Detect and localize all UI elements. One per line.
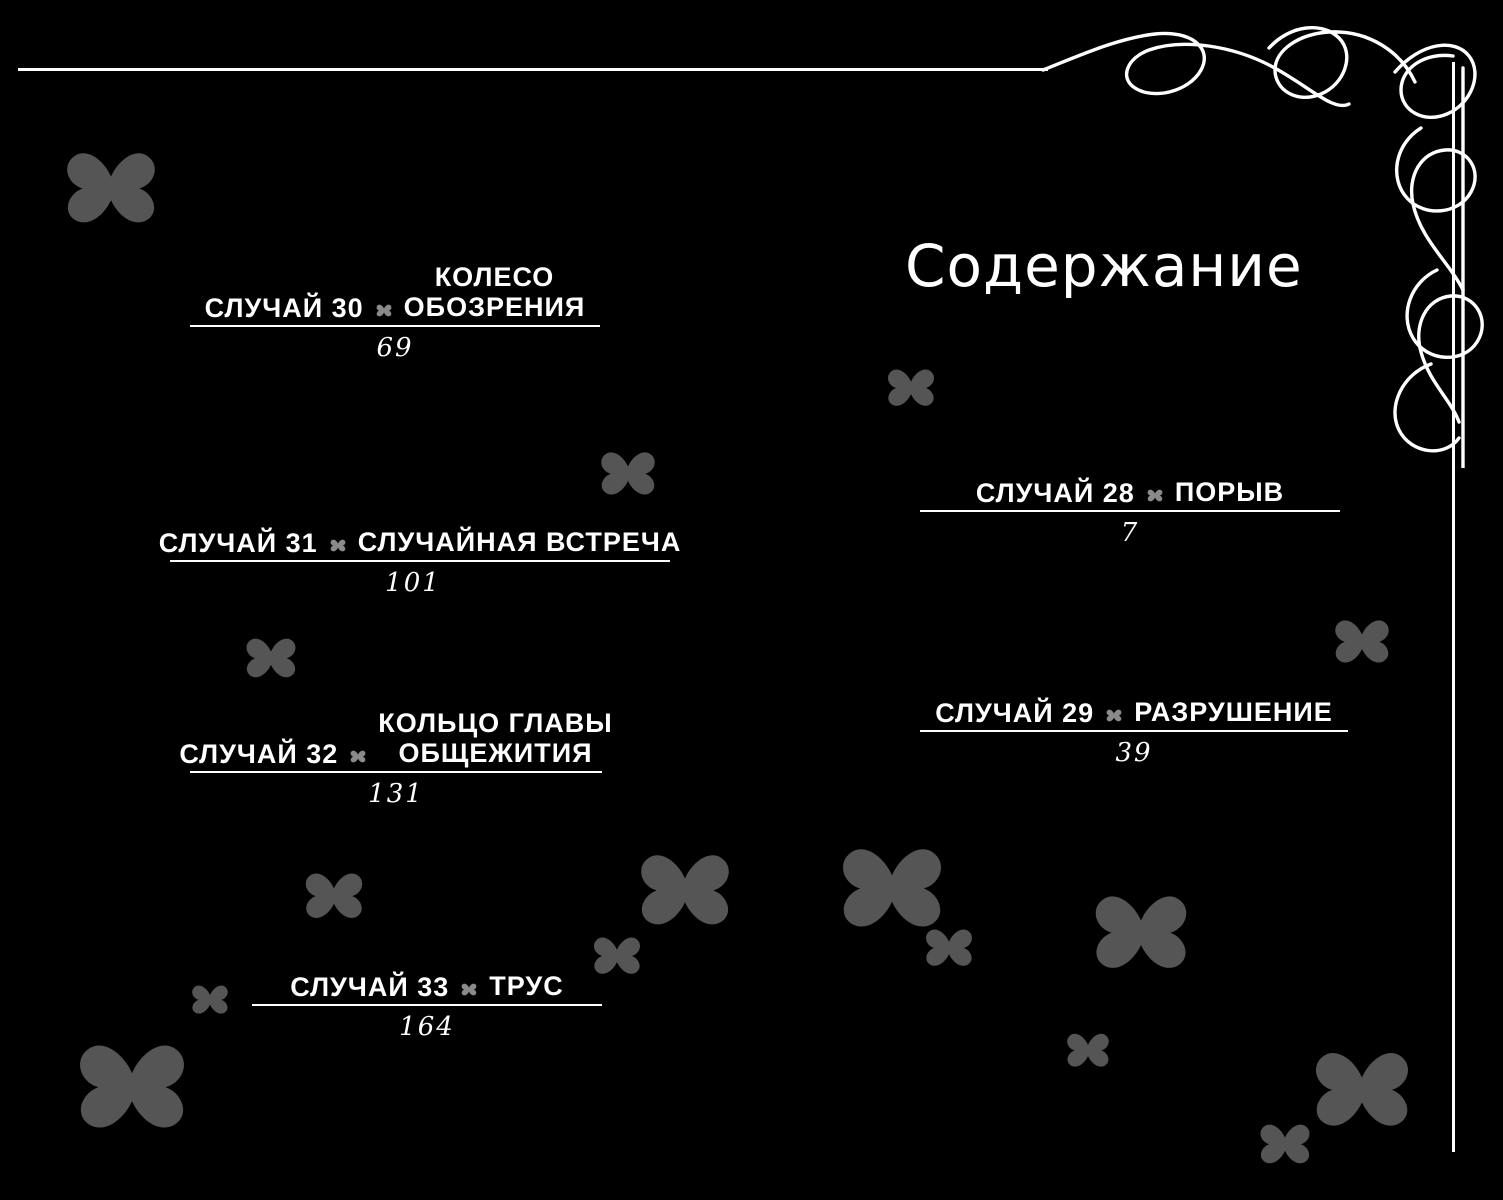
clover-icon bbox=[1300, 1018, 1424, 1142]
toc-entry-row bbox=[252, 972, 602, 1006]
toc-entry-case-31[interactable] bbox=[158, 527, 682, 599]
toc-title-line-2: ОБОЗРЕНИЯ bbox=[403, 292, 586, 323]
clover-icon bbox=[1104, 704, 1124, 724]
toc-entry-case-33[interactable] bbox=[252, 972, 602, 1042]
clover-icon bbox=[238, 620, 304, 686]
toc-title bbox=[404, 262, 586, 322]
clover-icon bbox=[592, 432, 664, 504]
clover-icon bbox=[918, 912, 980, 974]
clover-icon bbox=[1145, 484, 1165, 504]
toc-page-number: 131 bbox=[368, 779, 424, 810]
toc-entry-case-30[interactable] bbox=[190, 262, 600, 363]
toc-title-line-1: КОЛЕСО bbox=[434, 262, 555, 292]
clover-icon bbox=[1060, 1018, 1116, 1074]
clover-icon bbox=[186, 972, 234, 1020]
toc-entry-row bbox=[158, 527, 682, 562]
clover-icon bbox=[374, 299, 394, 319]
toc-entry-row bbox=[179, 708, 613, 773]
toc-entry-row bbox=[920, 698, 1348, 732]
toc-case-label: СЛУЧАЙ 29 bbox=[935, 697, 1095, 728]
toc-case-label: СЛУЧАЙ 28 bbox=[975, 477, 1135, 508]
toc-title bbox=[378, 708, 612, 768]
toc-case-label: СЛУЧАЙ 33 bbox=[290, 971, 450, 1002]
clover-icon bbox=[626, 822, 744, 940]
clover-icon bbox=[459, 978, 479, 998]
toc-page-number: 7 bbox=[1120, 518, 1140, 549]
clover-icon bbox=[1080, 862, 1202, 984]
clover-icon bbox=[296, 852, 372, 928]
toc-entry-case-28[interactable] bbox=[920, 478, 1340, 548]
clover-icon bbox=[348, 745, 368, 765]
clover-icon bbox=[1252, 1106, 1318, 1172]
clover-icon bbox=[52, 120, 170, 238]
clover-icon bbox=[328, 534, 348, 554]
clover-icon bbox=[62, 1006, 202, 1146]
toc-title: ТРУС bbox=[489, 971, 564, 1001]
clover-icon bbox=[1326, 600, 1398, 672]
clover-icon bbox=[880, 352, 942, 414]
toc-title: СЛУЧАЙНАЯ ВСТРЕЧА bbox=[357, 527, 682, 557]
toc-page-number: 69 bbox=[376, 333, 414, 364]
page-title: Содержание bbox=[905, 232, 1303, 300]
toc-title: РАЗРУШЕНИЕ bbox=[1134, 697, 1333, 727]
clover-icon bbox=[826, 812, 958, 944]
toc-page-number: 101 bbox=[385, 568, 441, 599]
top-border-rule bbox=[18, 68, 1048, 71]
toc-title: ПОРЫВ bbox=[1174, 477, 1285, 507]
toc-case-label: СЛУЧАЙ 30 bbox=[204, 293, 364, 324]
toc-title-line-1: КОЛЬЦО ГЛАВЫ bbox=[378, 708, 613, 738]
toc-entry-case-32[interactable] bbox=[179, 708, 613, 810]
toc-entry-case-29[interactable] bbox=[920, 698, 1348, 768]
toc-case-label: СЛУЧАЙ 32 bbox=[179, 739, 339, 770]
toc-title-line-2: ОБЩЕЖИТИЯ bbox=[398, 738, 593, 769]
toc-entry-row bbox=[920, 478, 1340, 512]
right-border-rule bbox=[1452, 62, 1455, 1152]
toc-entry-row bbox=[190, 262, 600, 327]
toc-page-number: 164 bbox=[399, 1012, 455, 1043]
toc-page-number: 39 bbox=[1115, 738, 1153, 769]
toc-case-label: СЛУЧАЙ 31 bbox=[158, 527, 318, 558]
